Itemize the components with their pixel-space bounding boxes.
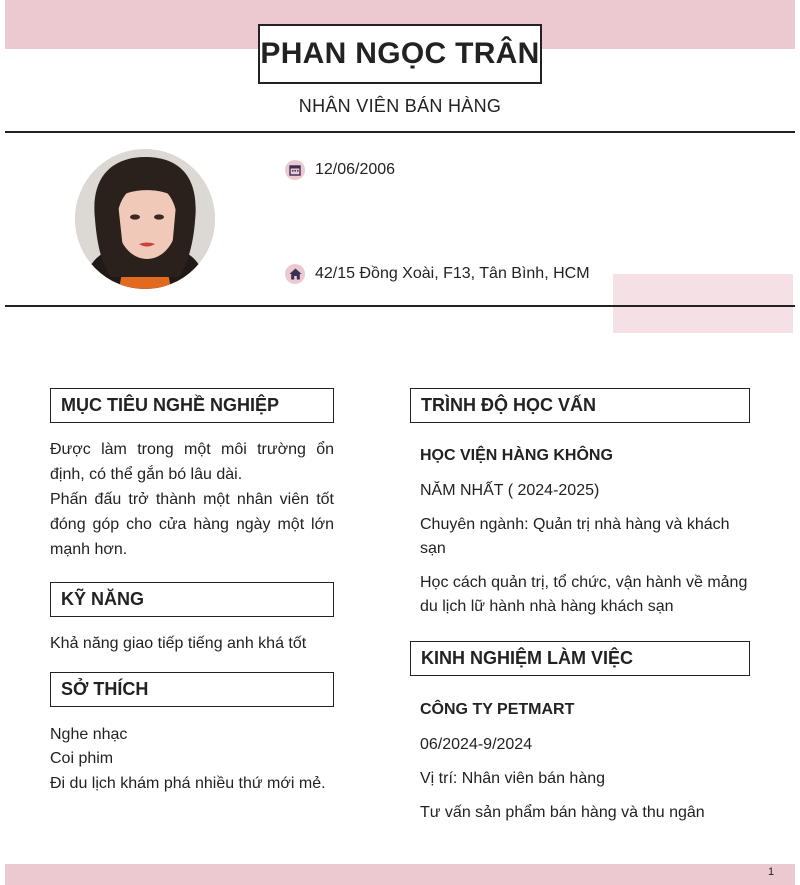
portrait-illustration (75, 149, 215, 289)
profile-photo (75, 149, 215, 289)
address-row (285, 264, 590, 284)
objective-paragraph-1: Được làm trong một môi trường ổn định, có thể gắn bó lâu dài. (50, 441, 334, 483)
skills-heading: KỸ NĂNG (50, 582, 334, 617)
bottom-pink-band (5, 864, 795, 885)
study-year: NĂM NHẤT ( 2024-2025) (420, 482, 600, 499)
objective-paragraph-2: Phấn đấu trở thành một nhân viên tốt đóng góp cho cửa hàng ngày một lớn mạnh hơn. (50, 491, 334, 558)
company-name: CÔNG TY PETMART (420, 701, 575, 718)
hobbies-body (50, 723, 334, 796)
education-body (420, 447, 750, 619)
major: Chuyên ngành: Quản trị nhà hàng và khách sạn (420, 516, 730, 557)
header-divider (5, 131, 795, 133)
candidate-name: PHAN NGỌC TRÂN (258, 24, 542, 84)
experience-body (420, 701, 750, 825)
job-title: NHÂN VIÊN BÁN HÀNG (298, 96, 502, 116)
birthdate-row (285, 160, 395, 180)
skill-item: Khả năng giao tiếp tiếng anh khá tốt (50, 635, 307, 652)
home-icon (285, 264, 305, 284)
info-divider (5, 305, 795, 307)
school-name: HỌC VIỆN HÀNG KHÔNG (420, 447, 613, 464)
hobby-item: Nghe nhạc (50, 726, 128, 743)
hobbies-heading: SỞ THÍCH (50, 672, 334, 707)
skills-body (50, 632, 334, 656)
experience-heading: KINH NGHIỆM LÀM VIỆC (410, 641, 750, 676)
education-heading: TRÌNH ĐỘ HỌC VẤN (410, 388, 750, 423)
education-description: Học cách quản trị, tổ chức, vận hành về mảng du lịch lữ hành nhà hàng khách sạn (420, 574, 748, 615)
objective-heading: MỤC TIÊU NGHỀ NGHIỆP (50, 388, 334, 423)
objective-body (50, 437, 334, 562)
hobby-item: Đi du lịch khám phá nhiều thứ mới mẻ. (50, 775, 326, 792)
work-period: 06/2024-9/2024 (420, 736, 533, 753)
hobby-item: Coi phim (50, 750, 114, 767)
pink-accent-block (613, 274, 793, 333)
job-duty: Tư vấn sản phẩm bán hàng và thu ngân (420, 804, 705, 821)
calendar-icon (285, 160, 305, 180)
page-number: 1 (768, 866, 775, 878)
job-position: Vị trí: Nhân viên bán hàng (420, 770, 606, 787)
address-text: 42/15 Đồng Xoài, F13, Tân Bình, HCM (315, 265, 590, 282)
birthdate-text: 12/06/2006 (315, 161, 396, 178)
